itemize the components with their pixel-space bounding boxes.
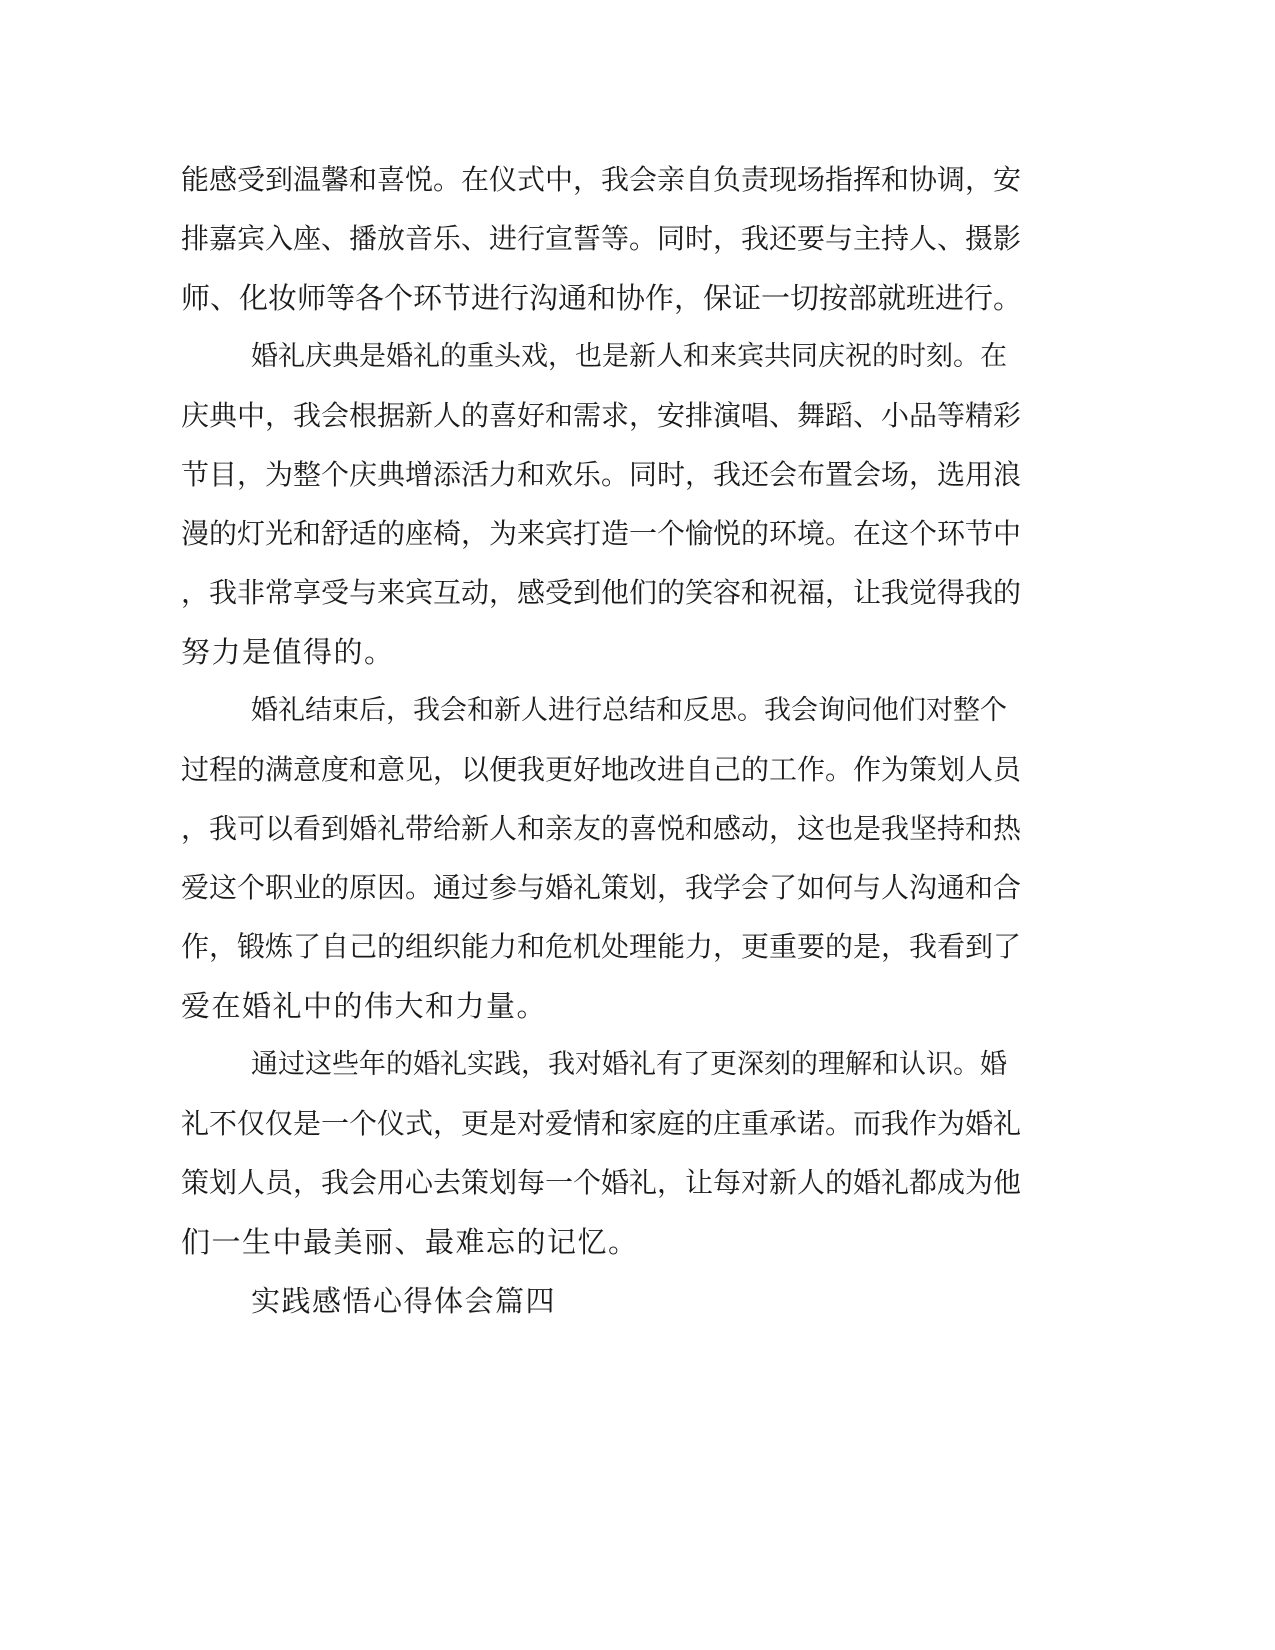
text-line: 们一生中最美丽、最难忘的记忆。 [181, 1225, 639, 1259]
text-line: 策划人员，我会用心去策划每一个婚礼，让每对新人的婚礼都成为他 [181, 1166, 1022, 1199]
paragraph-first-line: 通过这些年的婚礼实践，我对婚礼有了更深刻的理解和认识。婚 [251, 1049, 1007, 1080]
paragraph-first-line: 婚礼庆典是婚礼的重头戏，也是新人和来宾共同庆祝的时刻。在 [251, 341, 1007, 372]
paragraph-first-line: 婚礼结束后，我会和新人进行总结和反思。我会询问他们对整个 [251, 695, 1007, 726]
text-line: 努力是值得的。 [181, 635, 395, 669]
text-line: 师、化妆师等各个环节进行沟通和协作，保证一切按部就班进行。 [181, 281, 1023, 315]
text-line: 爱这个职业的原因。通过参与婚礼策划，我学会了如何与人沟通和合 [181, 871, 1022, 904]
section-heading: 实践感悟心得体会篇四 [251, 1284, 557, 1318]
text-line: 节目，为整个庆典增添活力和欢乐。同时，我还会布置会场，选用浪 [181, 458, 1022, 491]
text-line: 爱在婚礼中的伟大和力量。 [181, 989, 548, 1023]
text-line: 过程的满意度和意见，以便我更好地改进自己的工作。作为策划人员 [181, 753, 1022, 786]
text-line: 能感受到温馨和喜悦。在仪式中，我会亲自负责现场指挥和协调，安 [181, 163, 1022, 196]
text-line: ，我非常享受与来宾互动，感受到他们的笑容和祝福，让我觉得我的 [181, 576, 1022, 609]
text-line: 漫的灯光和舒适的座椅，为来宾打造一个愉悦的环境。在这个环节中 [181, 517, 1022, 550]
text-line: 作，锻炼了自己的组织能力和危机处理能力，更重要的是，我看到了 [181, 930, 1022, 963]
text-line: 排嘉宾入座、播放音乐、进行宣誓等。同时，我还要与主持人、摄影 [181, 222, 1022, 255]
text-line: ，我可以看到婚礼带给新人和亲友的喜悦和感动，这也是我坚持和热 [181, 812, 1022, 845]
text-line: 庆典中，我会根据新人的喜好和需求，安排演唱、舞蹈、小品等精彩 [181, 399, 1022, 432]
text-line: 礼不仅仅是一个仪式，更是对爱情和家庭的庄重承诺。而我作为婚礼 [181, 1107, 1022, 1140]
